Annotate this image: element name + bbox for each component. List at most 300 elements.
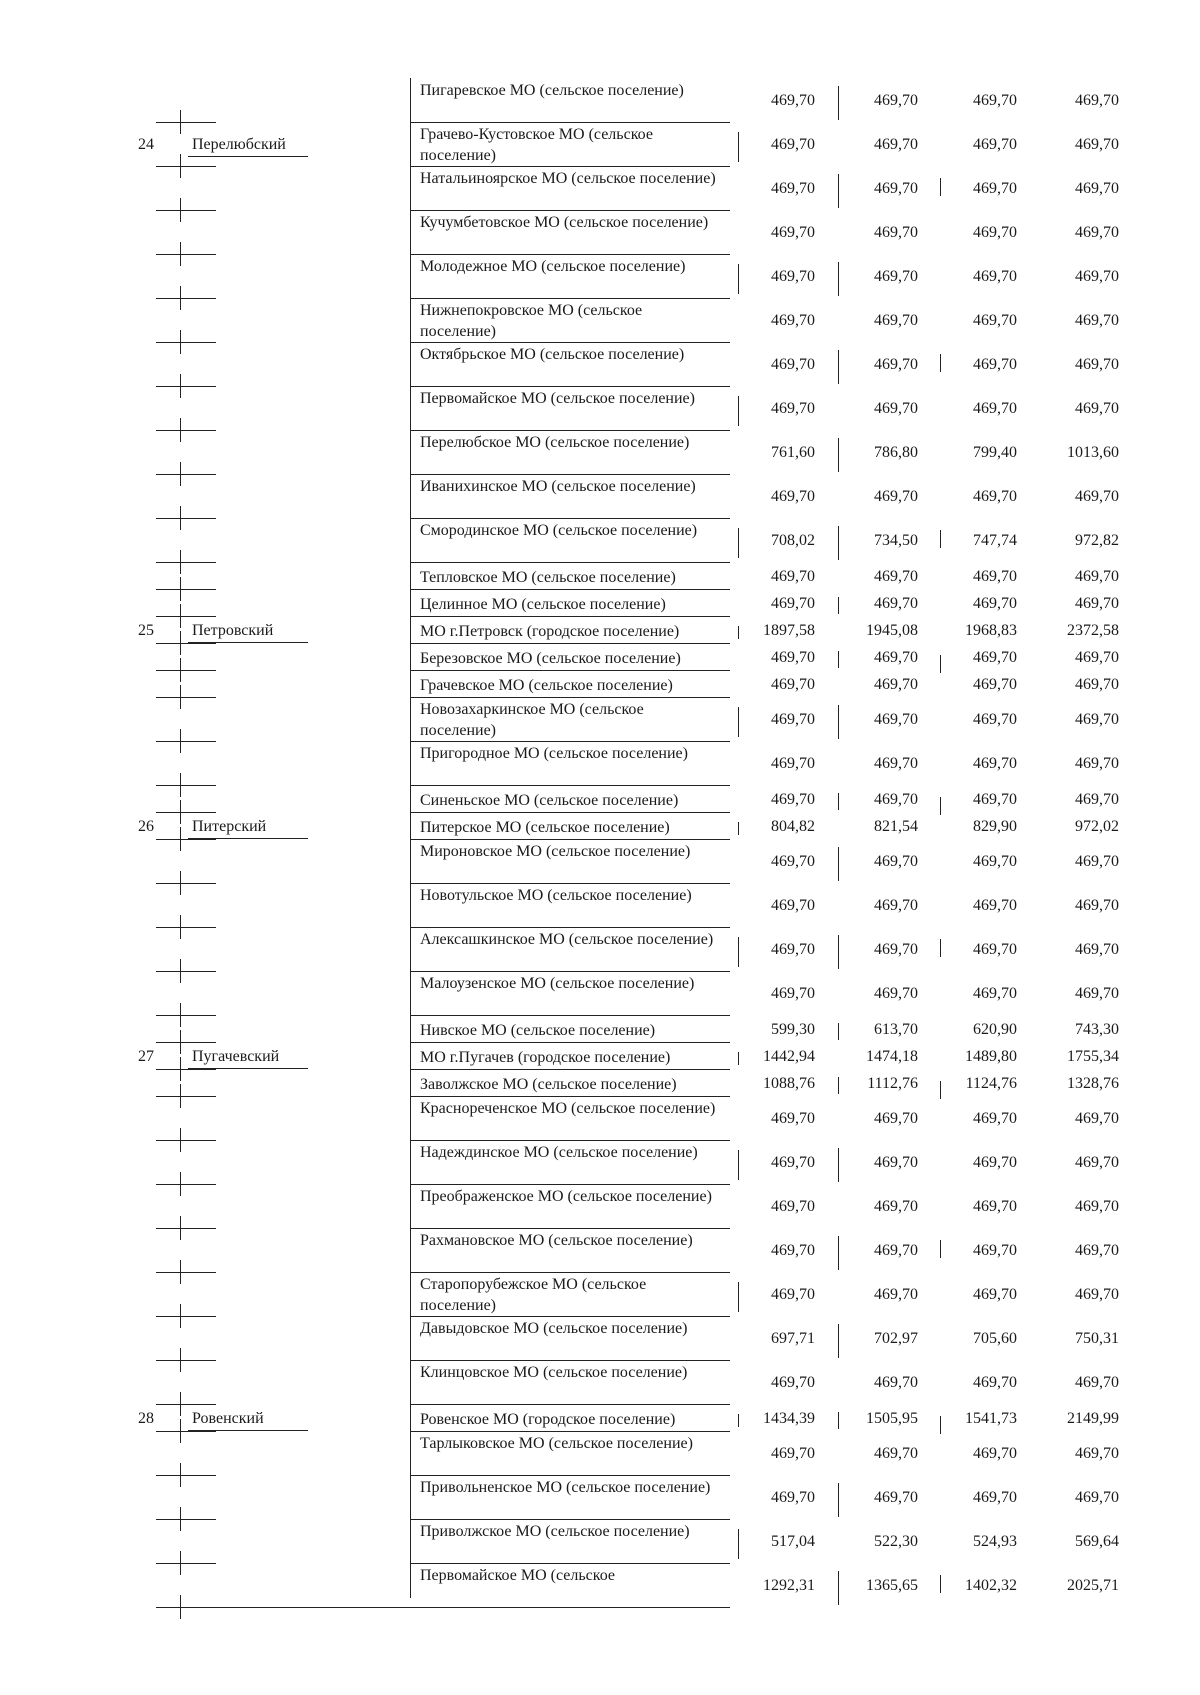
value-cell: 1124,76 bbox=[965, 1075, 1017, 1092]
grid-tick bbox=[838, 597, 839, 614]
value-cell: 469,70 bbox=[771, 356, 815, 373]
row-divider bbox=[410, 1228, 730, 1229]
municipality-name: Алексашкинское МО (сельское поселение) bbox=[420, 931, 714, 948]
value-cell: 469,70 bbox=[771, 224, 815, 241]
value-cell: 747,74 bbox=[973, 532, 1017, 549]
municipality-name: Грачево-Кустовское МО (сельское поселение) bbox=[420, 126, 653, 164]
grid-tick bbox=[156, 1360, 216, 1361]
municipality-name: Октябрьское МО (сельское поселение) bbox=[420, 346, 685, 363]
grid-tick bbox=[738, 528, 739, 558]
grid-tick bbox=[180, 729, 181, 753]
value-cell: 469,70 bbox=[874, 224, 918, 241]
municipality-name: Клинцовское МО (сельское поселение) bbox=[420, 1364, 688, 1381]
row-divider bbox=[410, 785, 730, 786]
value-cell: 469,70 bbox=[771, 400, 815, 417]
value-cell: 469,70 bbox=[973, 224, 1017, 241]
grid-tick bbox=[156, 562, 216, 563]
value-cell: 804,82 bbox=[771, 818, 815, 835]
value-cell: 469,70 bbox=[874, 488, 918, 505]
value-cell: 469,70 bbox=[1075, 1374, 1119, 1391]
grid-tick bbox=[180, 1304, 181, 1328]
grid-tick bbox=[838, 1483, 839, 1517]
municipality-name: Новозахаркинское МО (сельское поселение) bbox=[420, 701, 644, 739]
grid-tick bbox=[838, 350, 839, 384]
value-cell: 469,70 bbox=[973, 755, 1017, 772]
value-cell: 469,70 bbox=[771, 755, 815, 772]
value-cell: 469,70 bbox=[973, 356, 1017, 373]
grid-tick bbox=[156, 298, 216, 299]
value-cell: 761,60 bbox=[771, 444, 815, 461]
row-divider bbox=[410, 1184, 730, 1185]
grid-tick bbox=[838, 262, 839, 296]
district-name: Перелюбский bbox=[192, 136, 286, 153]
value-cell: 469,70 bbox=[874, 941, 918, 958]
value-cell: 469,70 bbox=[973, 488, 1017, 505]
grid-tick bbox=[738, 1052, 739, 1065]
value-cell: 469,70 bbox=[1075, 1242, 1119, 1259]
value-cell: 469,70 bbox=[874, 400, 918, 417]
grid-tick bbox=[156, 670, 216, 671]
municipality-name: Давыдовское МО (сельское поселение) bbox=[420, 1320, 688, 1337]
value-cell: 620,90 bbox=[973, 1021, 1017, 1038]
value-cell: 469,70 bbox=[771, 791, 815, 808]
table-bottom bbox=[190, 1607, 410, 1608]
row-divider bbox=[410, 927, 730, 928]
value-cell: 708,02 bbox=[771, 532, 815, 549]
row-divider bbox=[410, 1069, 730, 1070]
grid-tick bbox=[940, 1081, 941, 1099]
grid-tick bbox=[156, 589, 216, 590]
grid-tick bbox=[738, 264, 739, 294]
municipality-name: Первомайское МО (сельское поселение) bbox=[420, 390, 695, 407]
value-cell: 469,70 bbox=[973, 595, 1017, 612]
value-cell: 1013,60 bbox=[1067, 444, 1119, 461]
value-cell: 469,70 bbox=[973, 312, 1017, 329]
grid-tick bbox=[156, 1431, 216, 1432]
district-name: Пугачевский bbox=[192, 1048, 280, 1065]
value-cell: 697,71 bbox=[771, 1330, 815, 1347]
value-cell: 469,70 bbox=[874, 1110, 918, 1127]
municipality-name: Мироновское МО (сельское поселение) bbox=[420, 843, 691, 860]
row-divider bbox=[410, 386, 730, 387]
grid-tick bbox=[156, 1015, 216, 1016]
value-cell: 469,70 bbox=[771, 568, 815, 585]
grid-tick bbox=[838, 705, 839, 739]
value-cell: 469,70 bbox=[771, 711, 815, 728]
value-cell: 569,64 bbox=[1075, 1533, 1119, 1550]
grid-tick bbox=[838, 526, 839, 560]
grid-tick bbox=[180, 1003, 181, 1027]
grid-tick bbox=[180, 1216, 181, 1240]
value-cell: 469,70 bbox=[1075, 649, 1119, 666]
value-cell: 469,70 bbox=[771, 1286, 815, 1303]
value-cell: 469,70 bbox=[1075, 1286, 1119, 1303]
value-cell: 469,70 bbox=[771, 1242, 815, 1259]
grid-tick bbox=[156, 741, 216, 742]
grid-tick bbox=[738, 132, 739, 162]
row-divider bbox=[410, 741, 730, 742]
value-cell: 1897,58 bbox=[763, 622, 815, 639]
grid-tick bbox=[838, 1077, 839, 1094]
value-cell: 1365,65 bbox=[866, 1577, 918, 1594]
district-name: Питерский bbox=[192, 818, 267, 835]
grid-tick bbox=[180, 198, 181, 222]
row-divider bbox=[410, 1360, 730, 1361]
municipality-name: Натальиноярское МО (сельское поселение) bbox=[420, 170, 716, 187]
grid-tick bbox=[940, 797, 941, 815]
grid-tick bbox=[838, 1236, 839, 1270]
grid-tick bbox=[180, 1348, 181, 1372]
value-cell: 469,70 bbox=[771, 595, 815, 612]
value-cell: 469,70 bbox=[973, 676, 1017, 693]
grid-tick bbox=[156, 1272, 216, 1273]
grid-tick bbox=[156, 1140, 216, 1141]
grid-tick bbox=[180, 871, 181, 895]
value-cell: 469,70 bbox=[1075, 897, 1119, 914]
value-cell: 1541,73 bbox=[965, 1410, 1017, 1427]
grid-tick bbox=[180, 1260, 181, 1284]
grid-tick bbox=[180, 685, 181, 709]
grid-tick bbox=[156, 122, 216, 123]
grid-tick bbox=[156, 1519, 216, 1520]
grid-tick bbox=[738, 707, 739, 737]
value-cell: 2372,58 bbox=[1067, 622, 1119, 639]
value-cell: 1088,76 bbox=[763, 1075, 815, 1092]
municipality-name: Приволжское МО (сельское поселение) bbox=[420, 1523, 690, 1540]
value-cell: 469,70 bbox=[973, 985, 1017, 1002]
district-name: Петровский bbox=[192, 622, 274, 639]
grid-tick bbox=[838, 86, 839, 120]
value-cell: 469,70 bbox=[874, 755, 918, 772]
grid-tick bbox=[156, 643, 216, 644]
value-cell: 469,70 bbox=[1075, 400, 1119, 417]
municipality-name: Рахмановское МО (сельское поселение) bbox=[420, 1232, 693, 1249]
value-cell: 1945,08 bbox=[866, 622, 918, 639]
row-divider bbox=[410, 166, 730, 167]
value-cell: 469,70 bbox=[874, 1445, 918, 1462]
municipality-name: Смородинское МО (сельское поселение) bbox=[420, 522, 698, 539]
row-divider bbox=[410, 1015, 730, 1016]
value-cell: 469,70 bbox=[771, 853, 815, 870]
value-cell: 469,70 bbox=[973, 711, 1017, 728]
grid-tick bbox=[156, 474, 216, 475]
value-cell: 469,70 bbox=[1075, 1489, 1119, 1506]
municipality-name: Краснореченское МО (сельское поселение) bbox=[420, 1100, 716, 1117]
value-cell: 469,70 bbox=[973, 400, 1017, 417]
row-number: 26 bbox=[138, 818, 154, 835]
grid-tick bbox=[156, 839, 216, 840]
value-cell: 469,70 bbox=[1075, 224, 1119, 241]
value-cell: 469,70 bbox=[874, 791, 918, 808]
value-cell: 469,70 bbox=[1075, 755, 1119, 772]
value-cell: 469,70 bbox=[771, 1489, 815, 1506]
value-cell: 821,54 bbox=[874, 818, 918, 835]
grid-tick bbox=[156, 971, 216, 972]
value-cell: 469,70 bbox=[874, 595, 918, 612]
grid-tick bbox=[838, 651, 839, 668]
municipality-name: Питерское МО (сельское поселение) bbox=[420, 819, 670, 836]
value-cell: 1292,31 bbox=[763, 1577, 815, 1594]
value-cell: 469,70 bbox=[771, 1110, 815, 1127]
grid-tick bbox=[156, 616, 216, 617]
value-cell: 1474,18 bbox=[866, 1048, 918, 1065]
municipality-name: МО г.Пугачев (городское поселение) bbox=[420, 1049, 671, 1066]
value-cell: 469,70 bbox=[1075, 356, 1119, 373]
grid-tick bbox=[180, 1392, 181, 1416]
value-cell: 469,70 bbox=[1075, 180, 1119, 197]
municipality-name: Преображенское МО (сельское поселение) bbox=[420, 1188, 712, 1205]
grid-tick bbox=[180, 330, 181, 354]
row-divider bbox=[410, 589, 730, 590]
row-divider bbox=[410, 474, 730, 475]
municipality-name: Тепловское МО (сельское поселение) bbox=[420, 569, 676, 586]
value-cell: 469,70 bbox=[1075, 1154, 1119, 1171]
value-cell: 469,70 bbox=[973, 1374, 1017, 1391]
municipality-name: Иванихинское МО (сельское поселение) bbox=[420, 478, 696, 495]
grid-tick bbox=[180, 1551, 181, 1575]
row-number: 24 bbox=[138, 136, 154, 153]
grid-tick bbox=[180, 1595, 181, 1619]
grid-tick bbox=[180, 550, 181, 574]
row-divider bbox=[410, 1316, 730, 1317]
row-divider bbox=[410, 1475, 730, 1476]
row-divider bbox=[410, 122, 730, 123]
grid-tick bbox=[940, 1575, 941, 1593]
value-cell: 2149,99 bbox=[1067, 1410, 1119, 1427]
value-cell: 469,70 bbox=[1075, 941, 1119, 958]
municipality-name: Старопорубежское МО (сельское поселение) bbox=[420, 1276, 647, 1314]
municipality-name: Ровенское МО (городское поселение) bbox=[420, 1411, 676, 1428]
grid-tick bbox=[940, 1416, 941, 1434]
value-cell: 469,70 bbox=[1075, 568, 1119, 585]
value-cell: 469,70 bbox=[874, 1286, 918, 1303]
value-cell: 469,70 bbox=[874, 711, 918, 728]
grid-tick bbox=[180, 286, 181, 310]
value-cell: 469,70 bbox=[771, 897, 815, 914]
value-cell: 469,70 bbox=[973, 941, 1017, 958]
value-cell: 469,70 bbox=[1075, 136, 1119, 153]
value-cell: 469,70 bbox=[874, 356, 918, 373]
grid-tick bbox=[156, 1475, 216, 1476]
row-divider bbox=[410, 254, 730, 255]
grid-tick bbox=[180, 110, 181, 134]
grid-tick bbox=[156, 927, 216, 928]
row-divider bbox=[410, 518, 730, 519]
value-cell: 1442,94 bbox=[763, 1048, 815, 1065]
grid-tick bbox=[180, 1030, 181, 1054]
value-cell: 469,70 bbox=[973, 1154, 1017, 1171]
value-cell: 469,70 bbox=[1075, 791, 1119, 808]
grid-tick bbox=[180, 631, 181, 655]
row-divider bbox=[410, 670, 730, 671]
grid-tick bbox=[156, 1316, 216, 1317]
row-divider bbox=[410, 1272, 730, 1273]
value-cell: 469,70 bbox=[1075, 1445, 1119, 1462]
municipality-name: Синеньское МО (сельское поселение) bbox=[420, 792, 679, 809]
grid-tick bbox=[180, 154, 181, 178]
row-divider bbox=[410, 1431, 730, 1432]
value-cell: 2025,71 bbox=[1067, 1577, 1119, 1594]
value-cell: 469,70 bbox=[874, 180, 918, 197]
value-cell: 469,70 bbox=[874, 312, 918, 329]
value-cell: 469,70 bbox=[1075, 268, 1119, 285]
row-divider bbox=[410, 1607, 730, 1608]
value-cell: 1489,80 bbox=[965, 1048, 1017, 1065]
grid-tick bbox=[180, 462, 181, 486]
municipality-name: Нивское МО (сельское поселение) bbox=[420, 1022, 656, 1039]
value-cell: 469,70 bbox=[771, 268, 815, 285]
value-cell: 469,70 bbox=[874, 568, 918, 585]
grid-tick bbox=[156, 1096, 216, 1097]
grid-tick bbox=[156, 1042, 216, 1043]
municipality-name: Березовское МО (сельское поселение) bbox=[420, 650, 681, 667]
value-cell: 469,70 bbox=[1075, 985, 1119, 1002]
value-cell: 469,70 bbox=[874, 853, 918, 870]
value-cell: 469,70 bbox=[874, 676, 918, 693]
value-cell: 829,90 bbox=[973, 818, 1017, 835]
value-cell: 469,70 bbox=[874, 268, 918, 285]
district-underline bbox=[188, 156, 308, 157]
municipality-name: Грачевское МО (сельское поселение) bbox=[420, 677, 673, 694]
value-cell: 1505,95 bbox=[866, 1410, 918, 1427]
value-cell: 469,70 bbox=[973, 853, 1017, 870]
grid-tick bbox=[940, 354, 941, 372]
grid-tick bbox=[180, 658, 181, 682]
grid-tick bbox=[838, 1571, 839, 1605]
grid-tick bbox=[156, 1228, 216, 1229]
value-cell: 469,70 bbox=[1075, 676, 1119, 693]
grid-tick bbox=[838, 1324, 839, 1358]
value-cell: 469,70 bbox=[973, 1198, 1017, 1215]
value-cell: 469,70 bbox=[1075, 711, 1119, 728]
value-cell: 972,82 bbox=[1075, 532, 1119, 549]
value-cell: 469,70 bbox=[771, 1154, 815, 1171]
grid-tick bbox=[838, 438, 839, 472]
value-cell: 1402,32 bbox=[965, 1577, 1017, 1594]
value-cell: 469,70 bbox=[1075, 92, 1119, 109]
row-divider bbox=[410, 342, 730, 343]
value-cell: 786,80 bbox=[874, 444, 918, 461]
municipality-name: Пигаревское МО (сельское поселение) bbox=[420, 82, 684, 99]
value-cell: 469,70 bbox=[771, 676, 815, 693]
grid-tick bbox=[180, 773, 181, 797]
grid-tick bbox=[738, 1282, 739, 1312]
value-cell: 1112,76 bbox=[867, 1075, 918, 1092]
value-cell: 469,70 bbox=[874, 1198, 918, 1215]
row-divider bbox=[410, 697, 730, 698]
grid-tick bbox=[180, 374, 181, 398]
grid-tick bbox=[180, 418, 181, 442]
value-cell: 599,30 bbox=[771, 1021, 815, 1038]
grid-tick bbox=[738, 396, 739, 426]
value-cell: 469,70 bbox=[973, 1489, 1017, 1506]
value-cell: 750,31 bbox=[1075, 1330, 1119, 1347]
municipality-name: Пригородное МО (сельское поселение) bbox=[420, 745, 688, 762]
row-divider bbox=[410, 1140, 730, 1141]
row-divider bbox=[410, 298, 730, 299]
municipality-name: Первомайское МО (сельское bbox=[420, 1567, 615, 1584]
grid-tick bbox=[180, 1172, 181, 1196]
grid-tick bbox=[180, 1128, 181, 1152]
row-divider bbox=[410, 1096, 730, 1097]
grid-tick bbox=[838, 174, 839, 208]
grid-tick bbox=[738, 626, 739, 639]
grid-tick bbox=[156, 1563, 216, 1564]
row-divider bbox=[410, 1404, 730, 1405]
value-cell: 469,70 bbox=[874, 1154, 918, 1171]
grid-tick bbox=[156, 1404, 216, 1405]
row-number: 28 bbox=[138, 1410, 154, 1427]
value-cell: 469,70 bbox=[771, 180, 815, 197]
row-divider bbox=[410, 562, 730, 563]
grid-tick bbox=[156, 1184, 216, 1185]
row-divider bbox=[410, 210, 730, 211]
value-cell: 469,70 bbox=[1075, 1198, 1119, 1215]
municipality-name: Надеждинское МО (сельское поселение) bbox=[420, 1144, 698, 1161]
grid-tick bbox=[940, 178, 941, 196]
grid-tick bbox=[940, 530, 941, 548]
grid-tick bbox=[940, 939, 941, 957]
row-divider bbox=[410, 616, 730, 617]
value-cell: 469,70 bbox=[1075, 488, 1119, 505]
municipality-name: Новотульское МО (сельское поселение) bbox=[420, 887, 692, 904]
grid-tick bbox=[838, 1023, 839, 1040]
grid-tick bbox=[180, 506, 181, 530]
grid-tick bbox=[180, 1507, 181, 1531]
municipality-name: Кучумбетовское МО (сельское поселение) bbox=[420, 214, 709, 231]
value-cell: 1328,76 bbox=[1067, 1075, 1119, 1092]
value-cell: 469,70 bbox=[874, 1242, 918, 1259]
grid-tick bbox=[180, 915, 181, 939]
row-divider bbox=[410, 643, 730, 644]
grid-tick bbox=[838, 1412, 839, 1429]
grid-tick bbox=[156, 697, 216, 698]
municipality-name: Малоузенское МО (сельское поселение) bbox=[420, 975, 695, 992]
grid-tick bbox=[738, 1414, 739, 1427]
value-cell: 702,97 bbox=[874, 1330, 918, 1347]
municipality-name: Перелюбское МО (сельское поселение) bbox=[420, 434, 690, 451]
grid-tick bbox=[180, 604, 181, 628]
value-cell: 469,70 bbox=[874, 1374, 918, 1391]
value-cell: 469,70 bbox=[973, 897, 1017, 914]
grid-tick bbox=[738, 1150, 739, 1180]
value-cell: 469,70 bbox=[874, 92, 918, 109]
value-cell: 469,70 bbox=[771, 1374, 815, 1391]
grid-tick bbox=[180, 1463, 181, 1487]
value-cell: 524,93 bbox=[973, 1533, 1017, 1550]
row-divider bbox=[410, 430, 730, 431]
grid-tick bbox=[156, 254, 216, 255]
grid-tick bbox=[156, 1069, 216, 1070]
grid-tick bbox=[180, 959, 181, 983]
value-cell: 469,70 bbox=[874, 985, 918, 1002]
grid-tick bbox=[156, 210, 216, 211]
grid-tick bbox=[180, 577, 181, 601]
grid-tick bbox=[838, 847, 839, 881]
value-cell: 734,50 bbox=[874, 532, 918, 549]
row-divider bbox=[410, 812, 730, 813]
grid-tick bbox=[180, 827, 181, 851]
municipality-name: Привольненское МО (сельское поселение) bbox=[420, 1479, 711, 1496]
value-cell: 613,70 bbox=[874, 1021, 918, 1038]
municipality-name: Целинное МО (сельское поселение) bbox=[420, 596, 666, 613]
grid-tick bbox=[180, 1419, 181, 1443]
grid-tick bbox=[838, 793, 839, 810]
grid-tick bbox=[156, 785, 216, 786]
value-cell: 469,70 bbox=[973, 180, 1017, 197]
value-cell: 1968,83 bbox=[965, 622, 1017, 639]
value-cell: 469,70 bbox=[1075, 595, 1119, 612]
